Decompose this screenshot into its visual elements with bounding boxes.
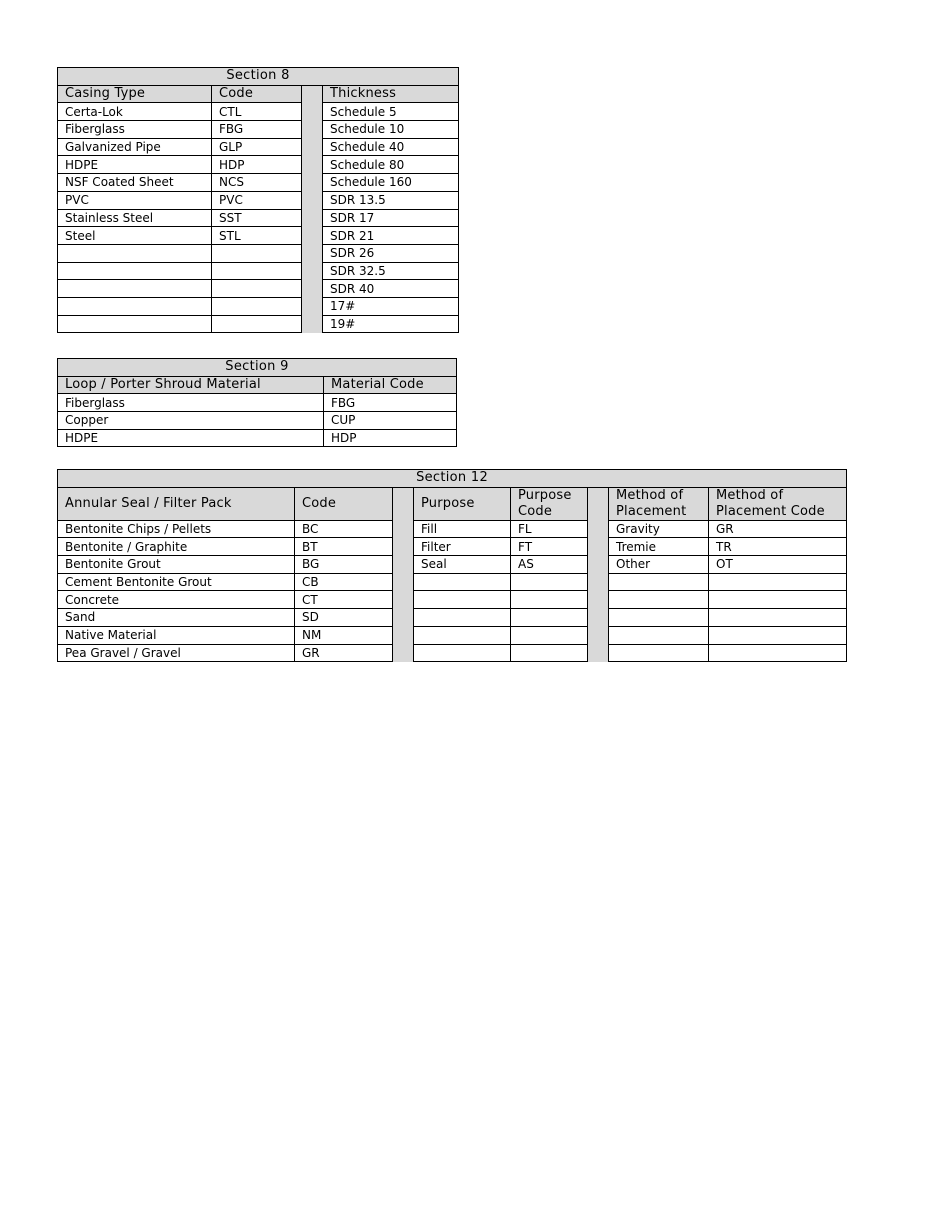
casing-code-header: Code	[212, 85, 302, 103]
purpose-code-cell: FT	[511, 538, 588, 556]
empty-cell	[414, 591, 511, 609]
section-9-title: Section 9	[58, 359, 457, 377]
material-cell: HDPE	[58, 429, 324, 447]
empty-cell	[609, 573, 709, 591]
annular-seal-header: Annular Seal / Filter Pack	[58, 487, 295, 520]
casing-code-cell: PVC	[212, 191, 302, 209]
seal-code-cell: BG	[295, 556, 393, 574]
purpose-code-header: Purpose Code	[511, 487, 588, 520]
empty-cell	[212, 315, 302, 333]
empty-cell	[709, 644, 847, 662]
empty-cell	[58, 315, 212, 333]
empty-cell	[414, 609, 511, 627]
method-cell: Gravity	[609, 520, 709, 538]
shroud-material-header: Loop / Porter Shroud Material	[58, 376, 324, 394]
method-cell: Tremie	[609, 538, 709, 556]
table-row	[58, 103, 459, 121]
method-header: Method of Placement	[609, 487, 709, 520]
casing-type-cell: PVC	[58, 191, 212, 209]
material-code-header: Material Code	[324, 376, 457, 394]
material-code-cell: HDP	[324, 429, 457, 447]
purpose-code-cell: FL	[511, 520, 588, 538]
table-row	[58, 227, 459, 245]
section-8-title: Section 8	[58, 68, 459, 86]
table-row	[58, 609, 847, 627]
table-row	[58, 244, 459, 262]
seal-code-cell: NM	[295, 626, 393, 644]
casing-code-cell: STL	[212, 227, 302, 245]
material-code-cell: CUP	[324, 412, 457, 430]
material-code-cell: FBG	[324, 394, 457, 412]
casing-type-cell: Fiberglass	[58, 121, 212, 139]
empty-cell	[58, 244, 212, 262]
casing-type-header: Casing Type	[58, 85, 212, 103]
seal-cell: Cement Bentonite Grout	[58, 573, 295, 591]
casing-type-cell: Stainless Steel	[58, 209, 212, 227]
casing-code-cell: HDP	[212, 156, 302, 174]
seal-cell: Concrete	[58, 591, 295, 609]
section-12-table	[57, 469, 847, 662]
casing-code-cell: NCS	[212, 174, 302, 192]
table-row	[58, 520, 847, 538]
empty-cell	[212, 297, 302, 315]
purpose-cell: Fill	[414, 520, 511, 538]
empty-cell	[609, 591, 709, 609]
seal-code-cell: SD	[295, 609, 393, 627]
method-code-cell: TR	[709, 538, 847, 556]
seal-cell: Pea Gravel / Gravel	[58, 644, 295, 662]
seal-code-cell: BT	[295, 538, 393, 556]
casing-type-cell: Galvanized Pipe	[58, 138, 212, 156]
table-row	[58, 556, 847, 574]
table-row	[58, 626, 847, 644]
seal-cell: Native Material	[58, 626, 295, 644]
thickness-cell: SDR 32.5	[323, 262, 459, 280]
table-row	[58, 644, 847, 662]
empty-cell	[212, 280, 302, 298]
table-row	[58, 297, 459, 315]
empty-cell	[414, 644, 511, 662]
thickness-cell: Schedule 160	[323, 174, 459, 192]
method-code-cell: GR	[709, 520, 847, 538]
table-row	[58, 156, 459, 174]
table-row	[58, 591, 847, 609]
table-row	[58, 412, 457, 430]
thickness-cell: Schedule 10	[323, 121, 459, 139]
thickness-cell: SDR 13.5	[323, 191, 459, 209]
empty-cell	[212, 262, 302, 280]
table-row	[58, 573, 847, 591]
seal-cell: Bentonite Grout	[58, 556, 295, 574]
seal-code-cell: BC	[295, 520, 393, 538]
table-row	[58, 209, 459, 227]
method-code-header: Method of Placement Code	[709, 487, 847, 520]
empty-cell	[414, 626, 511, 644]
section-9-table	[57, 358, 457, 447]
empty-cell	[511, 609, 588, 627]
purpose-cell: Seal	[414, 556, 511, 574]
seal-code-cell: GR	[295, 644, 393, 662]
table-row	[58, 429, 457, 447]
method-code-cell: OT	[709, 556, 847, 574]
table-row	[58, 262, 459, 280]
casing-code-cell: GLP	[212, 138, 302, 156]
table-row	[58, 121, 459, 139]
thickness-cell: Schedule 5	[323, 103, 459, 121]
section-12-title: Section 12	[58, 470, 847, 488]
casing-type-cell: Certa-Lok	[58, 103, 212, 121]
table-row	[58, 538, 847, 556]
seal-code-header: Code	[295, 487, 393, 520]
seal-code-cell: CB	[295, 573, 393, 591]
purpose-code-cell: AS	[511, 556, 588, 574]
empty-cell	[58, 262, 212, 280]
purpose-cell: Filter	[414, 538, 511, 556]
thickness-cell: SDR 17	[323, 209, 459, 227]
empty-cell	[709, 609, 847, 627]
seal-cell: Sand	[58, 609, 295, 627]
thickness-cell: SDR 40	[323, 280, 459, 298]
empty-cell	[709, 626, 847, 644]
empty-cell	[58, 280, 212, 298]
casing-code-cell: CTL	[212, 103, 302, 121]
table-row	[58, 280, 459, 298]
seal-cell: Bentonite Chips / Pellets	[58, 520, 295, 538]
table-row	[58, 394, 457, 412]
casing-type-cell: HDPE	[58, 156, 212, 174]
empty-cell	[511, 573, 588, 591]
seal-cell: Bentonite / Graphite	[58, 538, 295, 556]
table-row	[58, 138, 459, 156]
empty-cell	[58, 297, 212, 315]
casing-code-cell: SST	[212, 209, 302, 227]
empty-cell	[709, 591, 847, 609]
empty-cell	[609, 609, 709, 627]
empty-cell	[414, 573, 511, 591]
empty-cell	[609, 626, 709, 644]
thickness-cell: 17#	[323, 297, 459, 315]
table-row	[58, 174, 459, 192]
thickness-cell: SDR 26	[323, 244, 459, 262]
empty-cell	[609, 644, 709, 662]
purpose-header: Purpose	[414, 487, 511, 520]
casing-code-cell: FBG	[212, 121, 302, 139]
empty-cell	[511, 644, 588, 662]
thickness-cell: Schedule 40	[323, 138, 459, 156]
casing-type-cell: NSF Coated Sheet	[58, 174, 212, 192]
thickness-cell: SDR 21	[323, 227, 459, 245]
column-separator	[588, 487, 609, 662]
empty-cell	[511, 591, 588, 609]
column-separator	[302, 85, 323, 333]
table-row	[58, 191, 459, 209]
material-cell: Fiberglass	[58, 394, 324, 412]
section-8-table	[57, 67, 459, 333]
thickness-cell: 19#	[323, 315, 459, 333]
column-separator	[393, 487, 414, 662]
casing-type-cell: Steel	[58, 227, 212, 245]
seal-code-cell: CT	[295, 591, 393, 609]
empty-cell	[511, 626, 588, 644]
method-cell: Other	[609, 556, 709, 574]
material-cell: Copper	[58, 412, 324, 430]
thickness-header: Thickness	[323, 85, 459, 103]
thickness-cell: Schedule 80	[323, 156, 459, 174]
table-row	[58, 315, 459, 333]
empty-cell	[212, 244, 302, 262]
empty-cell	[709, 573, 847, 591]
